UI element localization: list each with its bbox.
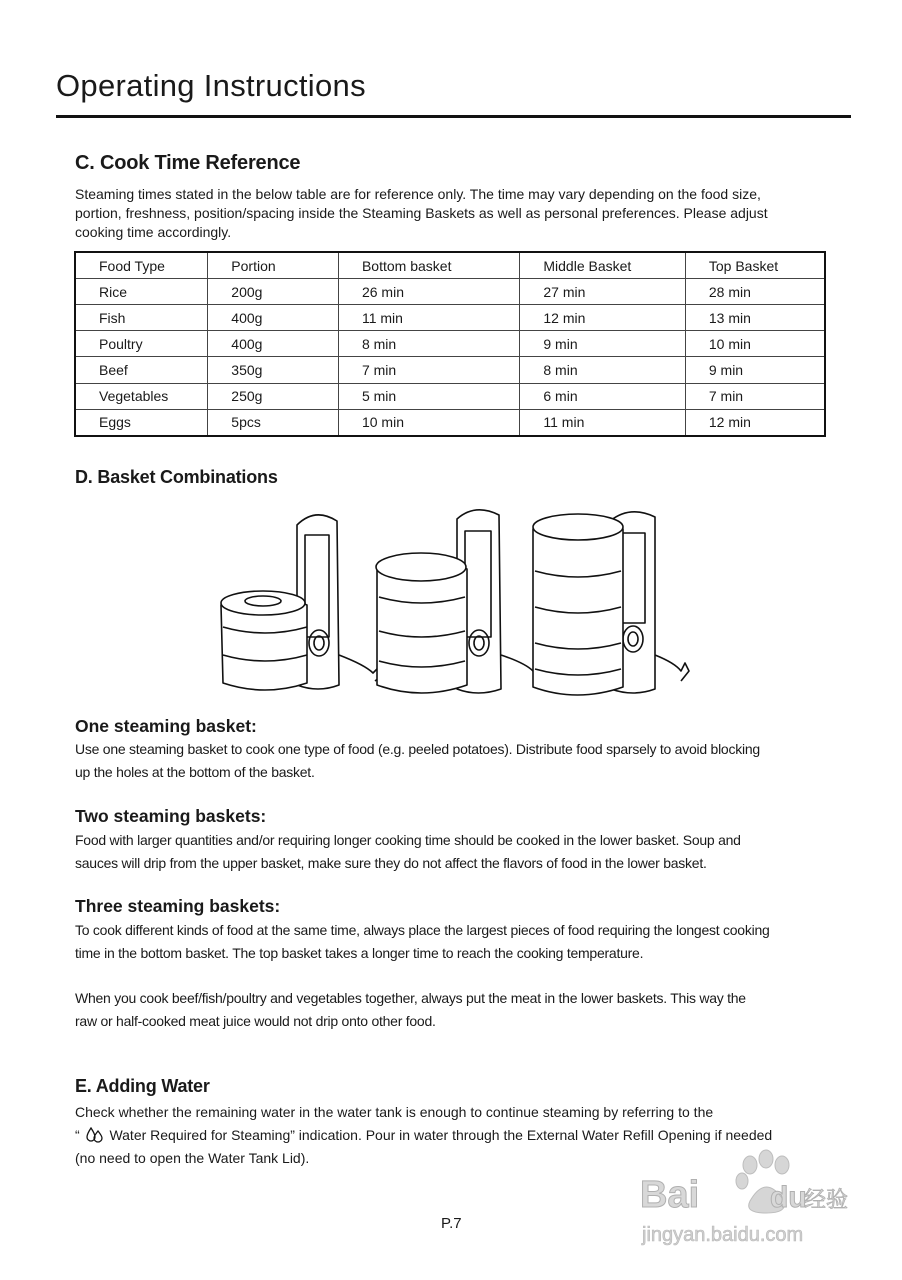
three-baskets-text (75, 919, 835, 965)
column-header: Top Basket (685, 252, 825, 279)
three-baskets-heading: Three steaming baskets: (75, 896, 281, 916)
steamer-three-baskets (533, 512, 689, 695)
table-cell: Rice (75, 279, 208, 305)
table-cell: 10 min (338, 409, 519, 436)
table-cell: 9 min (685, 357, 825, 383)
section-d-heading: D. Basket Combinations (75, 467, 278, 487)
page-title: Operating Instructions (56, 68, 366, 103)
table-cell: 5 min (338, 383, 519, 409)
title-divider (56, 115, 851, 118)
meat-tip-text (75, 987, 835, 1033)
paragraph-line: sauces will drip from the upper basket, make sure they do not affect the flavors of food in the lower basket. (75, 855, 707, 871)
table-row (75, 331, 825, 357)
table-cell: Fish (75, 305, 208, 331)
one-basket-text (75, 738, 835, 784)
open-quote: “ (75, 1127, 80, 1143)
water-indication-text: Water Required for Steaming” indication. Pour in water through the External Water Refill Opening if needed (105, 1127, 773, 1143)
table-row (75, 279, 825, 305)
paragraph-line: Use one steaming basket to cook one type of food (e.g. peeled potatoes). Distribute food sparsely to avoid blocking (75, 741, 760, 757)
column-header: Portion (208, 252, 339, 279)
paragraph-line: To cook different kinds of food at the same time, always place the largest pieces of food requiring the longest cooking (75, 922, 770, 938)
table-cell: 12 min (685, 409, 825, 436)
table-cell: 12 min (520, 305, 685, 331)
section-c-intro (75, 185, 835, 242)
watermark-brand-cn: 经验 (804, 1188, 848, 1213)
table-cell: Vegetables (75, 383, 208, 409)
one-basket-heading: One steaming basket: (75, 716, 257, 736)
table-cell: 8 min (520, 357, 685, 383)
paragraph-line: up the holes at the bottom of the basket. (75, 764, 315, 780)
two-baskets-heading: Two steaming baskets: (75, 806, 267, 826)
table-cell: 400g (208, 305, 339, 331)
baidu-watermark (638, 1143, 848, 1251)
table-row (75, 409, 825, 436)
paragraph-line: Food with larger quantities and/or requiring longer cooking time should be cooked in the lower basket. Soup and (75, 832, 741, 848)
watermark-brand-left: Bai (640, 1174, 700, 1216)
section-e-heading: E. Adding Water (75, 1076, 210, 1096)
table-cell: Eggs (75, 409, 208, 436)
column-header: Food Type (75, 252, 208, 279)
table-cell: 13 min (685, 305, 825, 331)
table-cell: 9 min (520, 331, 685, 357)
table-cell: 5pcs (208, 409, 339, 436)
table-cell: 8 min (338, 331, 519, 357)
two-baskets-text (75, 829, 835, 875)
watermark-brand-right: du (770, 1181, 807, 1214)
steamer-two-baskets (376, 510, 545, 693)
paragraph-line: raw or half-cooked meat juice would not drip onto other food. (75, 1013, 436, 1029)
table-cell: 11 min (338, 305, 519, 331)
page-number: P.7 (441, 1215, 462, 1232)
table-cell: 400g (208, 331, 339, 357)
table-cell: 11 min (520, 409, 685, 436)
column-header: Middle Basket (520, 252, 685, 279)
table-cell: 27 min (520, 279, 685, 305)
table-cell: 350g (208, 357, 339, 383)
intro-line: Steaming times stated in the below table are for reference only. The time may vary depending on the food size, (75, 186, 761, 202)
watermark-url: jingyan.baidu.com (642, 1224, 804, 1246)
paragraph-line: Check whether the remaining water in the water tank is enough to continue steaming by referring to the (75, 1104, 714, 1120)
water-drops-icon (86, 1127, 104, 1143)
table-cell: 7 min (685, 383, 825, 409)
paragraph-line: (no need to open the Water Tank Lid). (75, 1150, 310, 1166)
table-row (75, 305, 825, 331)
table-cell: Poultry (75, 331, 208, 357)
section-c-heading: C. Cook Time Reference (75, 152, 301, 174)
table-cell: 250g (208, 383, 339, 409)
cook-time-table (74, 251, 826, 437)
column-header: Bottom basket (338, 252, 519, 279)
table-cell: 6 min (520, 383, 685, 409)
table-cell: 7 min (338, 357, 519, 383)
intro-line: portion, freshness, position/spacing inside the Steaming Baskets as well as personal preferences. Please adjust (75, 205, 768, 221)
table-cell: Beef (75, 357, 208, 383)
table-cell: 26 min (338, 279, 519, 305)
steamer-one-basket (221, 515, 385, 690)
table-cell: 200g (208, 279, 339, 305)
table-cell: 28 min (685, 279, 825, 305)
table-row (75, 383, 825, 409)
intro-line: cooking time accordingly. (75, 224, 232, 240)
table-header-row (75, 252, 825, 279)
table-row (75, 357, 825, 383)
steamer-illustration (215, 505, 690, 700)
table-cell: 10 min (685, 331, 825, 357)
paragraph-line: When you cook beef/fish/poultry and vegetables together, always put the meat in the lower baskets. This way the (75, 990, 746, 1006)
paragraph-line: time in the bottom basket. The top basket takes a longer time to reach the cooking temperature. (75, 945, 644, 961)
